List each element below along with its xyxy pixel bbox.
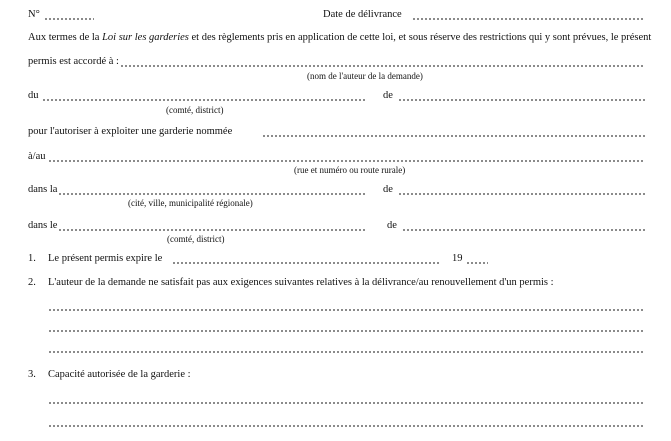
de-field[interactable] [398, 99, 645, 101]
numero-field[interactable] [44, 18, 94, 20]
cite-caption: (cité, ville, municipalité régionale) [128, 198, 253, 208]
comte-field-2[interactable] [58, 229, 366, 231]
year-field[interactable] [466, 262, 488, 264]
item-3-number: 3. [28, 369, 36, 380]
de-label-2: de [383, 184, 393, 195]
comte-district-caption-2: (comté, district) [167, 234, 225, 244]
comte-district-caption: (comté, district) [166, 105, 224, 115]
nom-caption: (nom de l'auteur de la demande) [307, 71, 423, 81]
district-field-2[interactable] [402, 229, 645, 231]
du-field[interactable] [42, 99, 366, 101]
garderie-label: pour l'autoriser à exploiter une garderie nommée [28, 126, 233, 137]
nom-field[interactable] [120, 65, 645, 67]
exigences-line-1[interactable] [48, 309, 645, 311]
cite-field[interactable] [58, 193, 366, 195]
year-prefix: 19 [452, 253, 463, 264]
date-label: Date de délivrance [323, 9, 402, 20]
a-au-label: à/au [28, 151, 46, 162]
expiry-date-field[interactable] [172, 262, 440, 264]
de-field-2[interactable] [398, 193, 645, 195]
de-label: de [383, 90, 393, 101]
rue-caption: (rue et numéro ou route rurale) [294, 165, 406, 175]
capacite-line-1[interactable] [48, 402, 645, 404]
exigences-line-2[interactable] [48, 330, 645, 332]
de-label-3: de [387, 220, 397, 231]
permis-label: permis est accordé à : [28, 56, 119, 67]
rue-field[interactable] [48, 160, 645, 162]
item-2-label: L'auteur de la demande ne satisfait pas aux exigences suivantes relatives à la délivrance/au renouvellement d'un permis : [48, 277, 554, 288]
numero-label: N° [28, 9, 40, 20]
dans-le-label: dans le [28, 220, 58, 231]
capacite-line-2[interactable] [48, 425, 645, 427]
dans-la-label: dans la [28, 184, 58, 195]
exigences-line-3[interactable] [48, 351, 645, 353]
item-1-label: Le présent permis expire le [48, 253, 163, 264]
item-2-number: 2. [28, 277, 36, 288]
date-field[interactable] [412, 18, 644, 20]
intro-text: Aux termes de la Loi sur les garderies et des règlements pris en application de cette loi, et sous réserve des restrictions qui y sont prévues, le présent [28, 32, 652, 43]
du-label: du [28, 90, 39, 101]
item-3-label: Capacité autorisée de la garderie : [48, 369, 191, 380]
garderie-field[interactable] [262, 135, 645, 137]
item-1-number: 1. [28, 253, 36, 264]
